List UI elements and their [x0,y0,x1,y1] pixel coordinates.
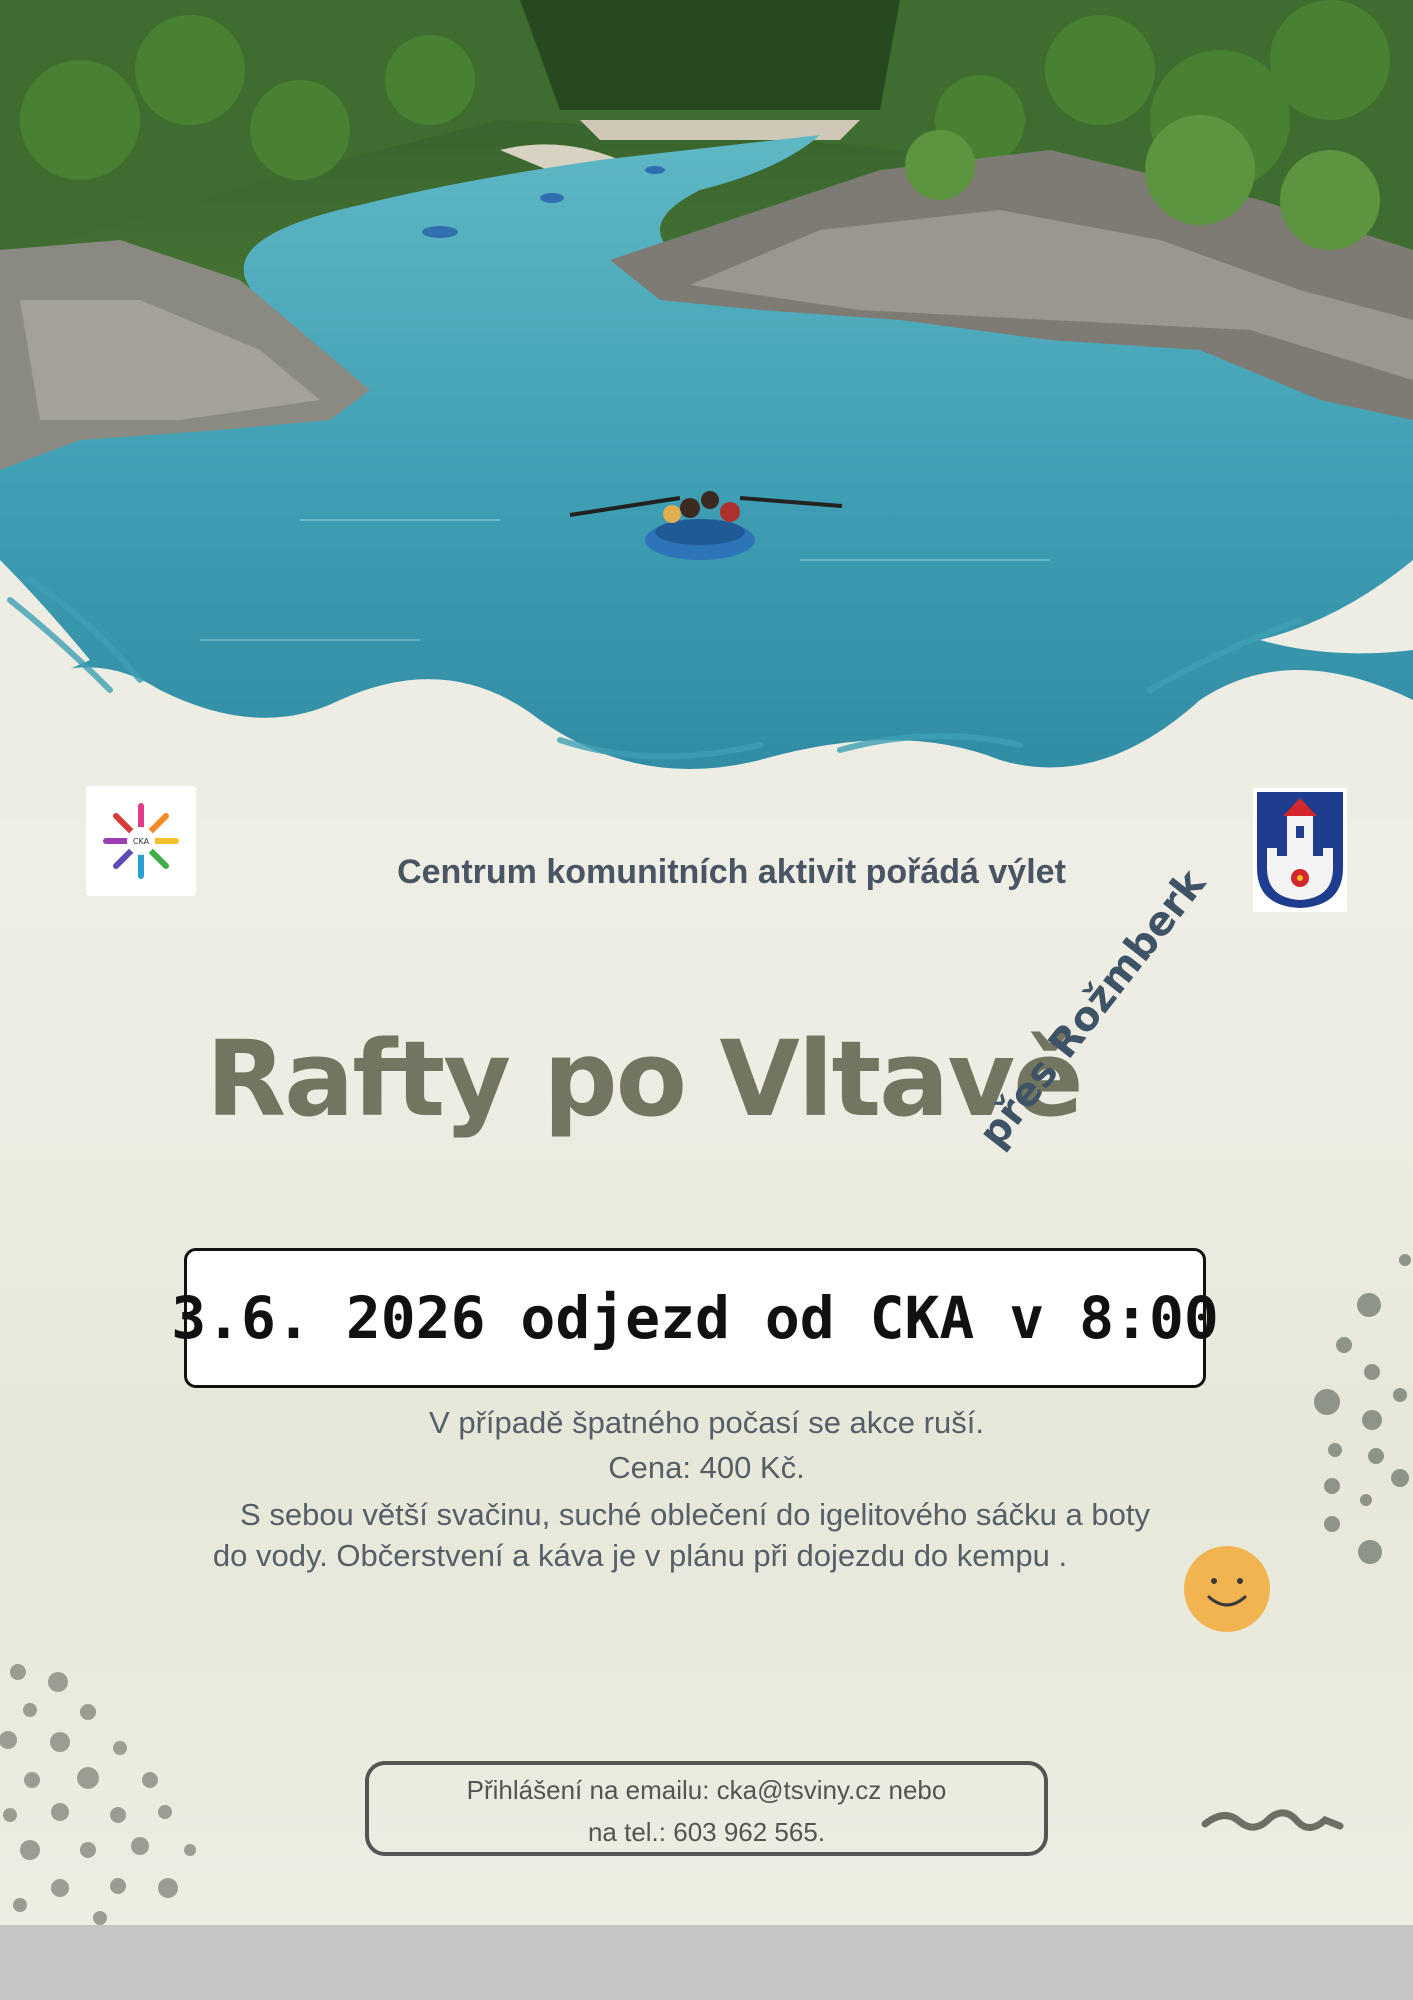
bring-note-line1: S sebou větší svačinu, suché oblečení do igelitového sáčku a boty [240,1497,1150,1532]
smiley-face-icon [1183,1545,1271,1633]
town-coat-of-arms-icon [1253,788,1347,912]
contact-line2: na tel.: 603 962 565. [587,1817,826,1847]
organizer-line: Centrum komunitních aktivit pořádá výlet [397,853,1066,891]
contact-line1: Přihlášení na emailu: cka@tsviny.cz nebo [466,1775,947,1805]
date-departure-box [171,1248,1219,1388]
decorative-dots-right [1300,1250,1413,1580]
event-subtitle: přes Rožmberk [970,861,1215,1157]
weather-note: V případě špatného počasí se akce ruší. [429,1405,984,1440]
event-title: Rafty po Vltavě [206,1018,1082,1140]
date-departure-text: 3.6. 2026 odjezd od CKA v 8:00 [171,1284,1219,1352]
decorative-dots-left [0,1650,230,1925]
bottom-gray-strip [0,1925,1413,2000]
decorative-squiggle [1200,1800,1350,1840]
price: Cena: 400 Kč. [608,1450,805,1485]
contact-box [365,1761,1048,1856]
svg-text:CKA: CKA [132,837,150,846]
bring-note-line2: do vody. Občerstvení a káva je v plánu při dojezdu do kempu . [212,1538,1068,1573]
river-rafting-photo [0,0,1413,820]
